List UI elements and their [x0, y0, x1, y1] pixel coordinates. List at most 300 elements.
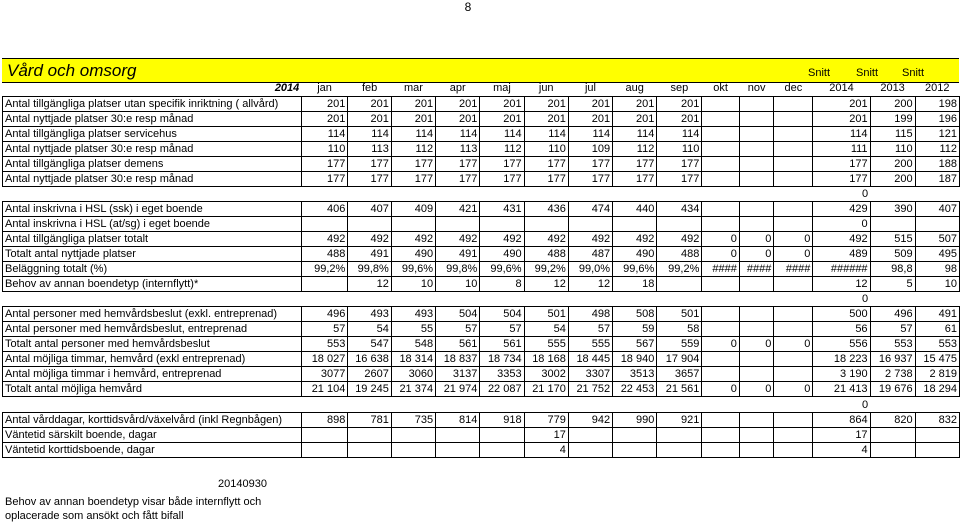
month-value-cell: 474	[568, 201, 612, 216]
month-value-cell: 3307	[568, 367, 612, 382]
month-value-cell	[774, 186, 813, 201]
average-value-cell	[915, 397, 959, 412]
table-row	[3, 367, 960, 382]
month-value-cell: 22 453	[613, 382, 657, 397]
month-value-cell: 487	[568, 247, 612, 262]
month-value-cell: 488	[657, 247, 702, 262]
row-label: Antal tillgängliga platser servicehus	[3, 126, 302, 141]
month-value-cell: 57	[480, 322, 524, 337]
month-value-cell: 501	[524, 307, 568, 322]
average-value-cell	[870, 292, 915, 307]
average-value-cell	[915, 427, 959, 442]
month-value-cell: 201	[480, 96, 524, 111]
month-value-cell: 3657	[657, 367, 702, 382]
table-row	[3, 307, 960, 322]
row-label: Antal nyttjade platser 30:e resp månad	[3, 141, 302, 156]
month-value-cell	[774, 96, 813, 111]
month-value-cell: 177	[436, 171, 480, 186]
row-label: Antal tillgängliga platser utan specifik inriktning ( allvård)	[3, 96, 302, 111]
month-value-cell	[739, 141, 773, 156]
average-value-cell: 98	[915, 262, 959, 277]
table-row	[3, 141, 960, 156]
month-value-cell: 17 904	[657, 352, 702, 367]
month-value-cell: 492	[348, 231, 392, 246]
month-value-cell: 177	[524, 171, 568, 186]
month-value-cell	[774, 352, 813, 367]
month-value-cell: 110	[657, 141, 702, 156]
month-value-cell: 0	[702, 231, 740, 246]
header-month: maj	[493, 82, 511, 95]
month-value-cell	[774, 322, 813, 337]
month-value-cell	[739, 307, 773, 322]
month-value-cell: 201	[436, 111, 480, 126]
average-value-cell: 196	[915, 111, 959, 126]
month-value-cell: 921	[657, 412, 702, 427]
month-value-cell: 547	[348, 337, 392, 352]
month-value-cell: 493	[348, 307, 392, 322]
month-value-cell: 177	[568, 156, 612, 171]
month-value-cell	[774, 216, 813, 231]
month-value-cell: 559	[657, 337, 702, 352]
row-label: Totalt antal möjliga hemvård	[3, 382, 302, 397]
average-value-cell: 556	[813, 337, 870, 352]
header-year-col: 2013	[880, 82, 905, 95]
month-value-cell: 99,2%	[524, 262, 568, 277]
month-value-cell: 561	[436, 337, 480, 352]
month-value-cell	[702, 292, 740, 307]
month-value-cell	[480, 397, 524, 412]
month-value-cell: 781	[348, 412, 392, 427]
snitt-label-2013: Snitt	[855, 67, 878, 79]
month-value-cell: 18	[613, 277, 657, 292]
average-value-cell	[870, 442, 915, 457]
average-value-cell: 19 676	[870, 382, 915, 397]
average-value-cell: 177	[813, 171, 870, 186]
month-value-cell	[480, 427, 524, 442]
statistics-table	[2, 81, 960, 458]
month-value-cell: 57	[568, 322, 612, 337]
average-value-cell: 407	[915, 201, 959, 216]
month-value-cell: 114	[524, 126, 568, 141]
average-value-cell	[870, 186, 915, 201]
month-value-cell: ####	[774, 262, 813, 277]
month-value-cell: 18 168	[524, 352, 568, 367]
row-label: Antal personer med hemvårdsbeslut, entreprenad	[3, 322, 302, 337]
month-value-cell: 779	[524, 412, 568, 427]
average-value-cell: 18 223	[813, 352, 870, 367]
month-value-cell: 18 940	[613, 352, 657, 367]
average-value-cell	[915, 442, 959, 457]
month-value-cell: 201	[391, 111, 435, 126]
month-value-cell	[568, 292, 612, 307]
header-year-col: 2012	[925, 82, 950, 95]
month-value-cell: 201	[348, 96, 392, 111]
average-value-cell	[915, 186, 959, 201]
month-value-cell: 113	[348, 141, 392, 156]
month-value-cell: 21 374	[391, 382, 435, 397]
average-value-cell: 200	[870, 96, 915, 111]
row-label: Väntetid korttidsboende, dagar	[3, 442, 302, 457]
month-value-cell	[436, 186, 480, 201]
month-value-cell	[739, 126, 773, 141]
month-value-cell	[739, 216, 773, 231]
month-value-cell: 409	[391, 201, 435, 216]
row-label: Antal vårddagar, korttidsvård/växelvård (inkl Regnbågen)	[3, 412, 302, 427]
row-label: Antal inskrivna i HSL (at/sg) i eget boende	[3, 216, 302, 231]
month-value-cell: 114	[613, 126, 657, 141]
month-value-cell: 436	[524, 201, 568, 216]
month-value-cell: 177	[613, 156, 657, 171]
month-value-cell: 177	[348, 171, 392, 186]
month-value-cell: 201	[613, 96, 657, 111]
month-value-cell	[301, 186, 348, 201]
month-value-cell: 553	[301, 337, 348, 352]
month-value-cell: 492	[301, 231, 348, 246]
month-value-cell: 201	[657, 96, 702, 111]
month-value-cell	[774, 141, 813, 156]
table-row	[3, 231, 960, 246]
month-value-cell	[391, 397, 435, 412]
month-value-cell: 99,8%	[436, 262, 480, 277]
month-value-cell	[348, 186, 392, 201]
month-value-cell: 0	[702, 247, 740, 262]
average-value-cell: 0	[861, 398, 869, 411]
month-value-cell	[702, 427, 740, 442]
average-value-cell: 553	[870, 337, 915, 352]
month-value-cell: 440	[613, 201, 657, 216]
average-value-cell: 864	[813, 412, 870, 427]
row-label: Antal nyttjade platser 30:e resp månad	[3, 171, 302, 186]
average-value-cell	[870, 216, 915, 231]
month-value-cell: 3060	[391, 367, 435, 382]
row-label	[3, 292, 302, 307]
month-value-cell	[774, 427, 813, 442]
month-value-cell: 110	[301, 141, 348, 156]
month-value-cell	[702, 412, 740, 427]
table-row	[3, 96, 960, 111]
month-value-cell: 0	[774, 231, 813, 246]
average-value-cell: 61	[915, 322, 959, 337]
month-value-cell: 0	[774, 382, 813, 397]
month-value-cell: 18 445	[568, 352, 612, 367]
header-month: mar	[403, 82, 423, 95]
month-value-cell: 201	[568, 111, 612, 126]
header-year: 2014	[274, 82, 300, 95]
month-value-cell: 814	[436, 412, 480, 427]
month-value-cell: 177	[391, 156, 435, 171]
month-value-cell	[568, 216, 612, 231]
month-value-cell	[436, 442, 480, 457]
month-value-cell	[568, 427, 612, 442]
month-value-cell: 201	[480, 111, 524, 126]
month-value-cell: 18 837	[436, 352, 480, 367]
month-value-cell: 201	[524, 111, 568, 126]
month-value-cell: 488	[524, 247, 568, 262]
month-value-cell: 21 170	[524, 382, 568, 397]
month-value-cell: 492	[613, 231, 657, 246]
month-value-cell: 57	[301, 322, 348, 337]
month-value-cell	[702, 367, 740, 382]
average-value-cell: 16 937	[870, 352, 915, 367]
month-value-cell: 490	[391, 247, 435, 262]
average-value-cell: 198	[915, 96, 959, 111]
month-value-cell	[702, 397, 740, 412]
month-value-cell: 55	[391, 322, 435, 337]
table-row	[3, 352, 960, 367]
month-value-cell	[739, 352, 773, 367]
month-value-cell	[739, 156, 773, 171]
month-value-cell: 918	[480, 412, 524, 427]
month-value-cell: 3002	[524, 367, 568, 382]
month-value-cell: 406	[301, 201, 348, 216]
month-value-cell	[657, 292, 702, 307]
table-row	[3, 322, 960, 337]
month-value-cell	[348, 442, 392, 457]
table-row	[3, 337, 960, 352]
average-value-cell: 2 819	[915, 367, 959, 382]
month-value-cell	[702, 156, 740, 171]
average-value-cell: 21 413	[813, 382, 870, 397]
month-value-cell: 201	[524, 96, 568, 111]
row-label: Antal inskrivna i HSL (ssk) i eget boende	[3, 201, 302, 216]
header-month: dec	[784, 82, 803, 95]
month-value-cell	[774, 367, 813, 382]
month-value-cell	[702, 216, 740, 231]
header-month: jul	[584, 82, 596, 95]
month-value-cell: 3077	[301, 367, 348, 382]
month-value-cell: 114	[348, 126, 392, 141]
month-value-cell	[348, 427, 392, 442]
month-value-cell: 555	[524, 337, 568, 352]
month-value-cell	[613, 397, 657, 412]
row-label: Antal tillgängliga platser totalt	[3, 231, 302, 246]
month-value-cell: 21 104	[301, 382, 348, 397]
month-value-cell	[739, 171, 773, 186]
average-value-cell: 57	[870, 322, 915, 337]
row-label	[3, 397, 302, 412]
month-value-cell	[436, 427, 480, 442]
month-value-cell	[774, 442, 813, 457]
month-value-cell	[524, 216, 568, 231]
month-value-cell	[436, 397, 480, 412]
month-value-cell: 488	[301, 247, 348, 262]
month-value-cell: 112	[391, 141, 435, 156]
average-value-cell: 18 294	[915, 382, 959, 397]
month-value-cell: 21 974	[436, 382, 480, 397]
month-value-cell: 3353	[480, 367, 524, 382]
month-value-cell: 201	[613, 111, 657, 126]
month-value-cell	[739, 201, 773, 216]
average-value-cell: 553	[915, 337, 959, 352]
average-value-cell: 496	[870, 307, 915, 322]
month-value-cell	[774, 126, 813, 141]
month-value-cell: 114	[301, 126, 348, 141]
table-row	[3, 427, 960, 442]
header-month: nov	[747, 82, 766, 95]
month-value-cell	[480, 292, 524, 307]
month-value-cell	[613, 186, 657, 201]
month-value-cell: 99,2%	[657, 262, 702, 277]
month-value-cell: 2607	[348, 367, 392, 382]
month-value-cell: 201	[436, 96, 480, 111]
section-title: Vård och omsorg	[7, 61, 137, 80]
month-value-cell: 898	[301, 412, 348, 427]
month-value-cell	[613, 427, 657, 442]
month-value-cell	[774, 111, 813, 126]
average-value-cell: 429	[813, 201, 870, 216]
header-month: okt	[713, 82, 728, 95]
month-value-cell	[301, 292, 348, 307]
month-value-cell: 59	[613, 322, 657, 337]
section-banner	[2, 58, 959, 83]
month-value-cell	[301, 216, 348, 231]
average-value-cell: 17	[813, 427, 870, 442]
month-value-cell: 504	[480, 307, 524, 322]
month-value-cell	[739, 397, 773, 412]
month-value-cell: 177	[436, 156, 480, 171]
month-value-cell: 431	[480, 201, 524, 216]
month-value-cell	[301, 397, 348, 412]
month-value-cell	[774, 156, 813, 171]
month-value-cell: 201	[301, 96, 348, 111]
month-value-cell: 109	[568, 141, 612, 156]
average-value-cell: 495	[915, 247, 959, 262]
month-value-cell: 407	[348, 201, 392, 216]
month-value-cell	[739, 111, 773, 126]
month-value-cell	[774, 307, 813, 322]
month-value-cell: 201	[391, 96, 435, 111]
month-value-cell	[739, 412, 773, 427]
row-label: Totalt antal nyttjade platser	[3, 247, 302, 262]
month-value-cell: 12	[524, 277, 568, 292]
month-value-cell	[391, 427, 435, 442]
month-value-cell: 177	[657, 171, 702, 186]
month-value-cell: 942	[568, 412, 612, 427]
month-value-cell	[774, 201, 813, 216]
month-value-cell: 99,0%	[568, 262, 612, 277]
average-value-cell: 199	[870, 111, 915, 126]
month-value-cell	[774, 277, 813, 292]
month-value-cell: 10	[436, 277, 480, 292]
month-value-cell: 496	[301, 307, 348, 322]
table-row	[3, 442, 960, 457]
month-value-cell	[702, 186, 740, 201]
row-label: Antal möjliga timmar i hemvård, entreprenad	[3, 367, 302, 382]
page-number: 8	[464, 0, 472, 14]
month-value-cell: 3137	[436, 367, 480, 382]
average-value-cell: 509	[870, 247, 915, 262]
month-value-cell: 17	[524, 427, 568, 442]
average-value-cell: 489	[813, 247, 870, 262]
header-year-col: 2014	[829, 82, 854, 95]
row-label: Väntetid särskilt boende, dagar	[3, 427, 302, 442]
spacer-row	[3, 397, 960, 412]
month-value-cell: 21 561	[657, 382, 702, 397]
month-value-cell	[702, 201, 740, 216]
month-value-cell: 114	[436, 126, 480, 141]
month-value-cell	[391, 442, 435, 457]
snitt-label-2012: Snitt	[901, 67, 924, 79]
average-value-cell: 110	[870, 141, 915, 156]
average-value-cell: 15 475	[915, 352, 959, 367]
month-value-cell: 421	[436, 201, 480, 216]
month-value-cell	[524, 292, 568, 307]
table-row	[3, 262, 960, 277]
row-label: Antal personer med hemvårdsbeslut (exkl. entreprenad)	[3, 307, 302, 322]
table-row	[3, 412, 960, 427]
month-value-cell	[702, 126, 740, 141]
month-value-cell: 177	[391, 171, 435, 186]
month-value-cell: 12	[348, 277, 392, 292]
month-value-cell	[657, 442, 702, 457]
month-value-cell: 114	[391, 126, 435, 141]
month-value-cell: 201	[568, 96, 612, 111]
average-value-cell: 515	[870, 231, 915, 246]
average-value-cell: 12	[813, 277, 870, 292]
month-value-cell	[702, 111, 740, 126]
month-value-cell	[480, 442, 524, 457]
average-value-cell: 5	[870, 277, 915, 292]
month-value-cell: 492	[657, 231, 702, 246]
month-value-cell: 201	[348, 111, 392, 126]
row-label: Beläggning totalt (%)	[3, 262, 302, 277]
table-row	[3, 247, 960, 262]
month-value-cell	[301, 427, 348, 442]
average-value-cell: 111	[813, 141, 870, 156]
month-value-cell	[436, 292, 480, 307]
header-month: aug	[625, 82, 644, 95]
month-value-cell	[739, 442, 773, 457]
month-value-cell: 10	[391, 277, 435, 292]
month-value-cell	[702, 277, 740, 292]
header-month: sep	[670, 82, 689, 95]
average-value-cell: 0	[813, 216, 870, 231]
header-month: jan	[317, 82, 332, 95]
month-value-cell: 491	[348, 247, 392, 262]
table-row	[3, 171, 960, 186]
month-value-cell	[391, 216, 435, 231]
month-value-cell: 113	[436, 141, 480, 156]
month-value-cell	[348, 216, 392, 231]
average-value-cell: 832	[915, 412, 959, 427]
row-label: Totalt antal personer med hemvårdsbeslut	[3, 337, 302, 352]
table-row	[3, 382, 960, 397]
row-label: Antal tillgängliga platser demens	[3, 156, 302, 171]
month-value-cell: 99,2%	[301, 262, 348, 277]
month-value-cell: 548	[391, 337, 435, 352]
header-row	[3, 81, 960, 96]
month-value-cell	[739, 277, 773, 292]
month-value-cell: 114	[480, 126, 524, 141]
month-value-cell	[391, 186, 435, 201]
month-value-cell: 501	[657, 307, 702, 322]
header-month: feb	[361, 82, 378, 95]
average-value-cell: 115	[870, 126, 915, 141]
average-value-cell: 0	[861, 187, 869, 200]
month-value-cell: 19 245	[348, 382, 392, 397]
month-value-cell: 508	[613, 307, 657, 322]
row-label: Antal möjliga timmar, hemvård (exkl entreprenad)	[3, 352, 302, 367]
snitt-label-2014: Snitt	[807, 67, 830, 79]
month-value-cell: 57	[436, 322, 480, 337]
month-value-cell: 0	[739, 382, 773, 397]
average-value-cell: 10	[915, 277, 959, 292]
month-value-cell	[613, 292, 657, 307]
month-value-cell: 0	[774, 337, 813, 352]
month-value-cell	[657, 277, 702, 292]
month-value-cell: 3513	[613, 367, 657, 382]
month-value-cell: ####	[702, 262, 740, 277]
